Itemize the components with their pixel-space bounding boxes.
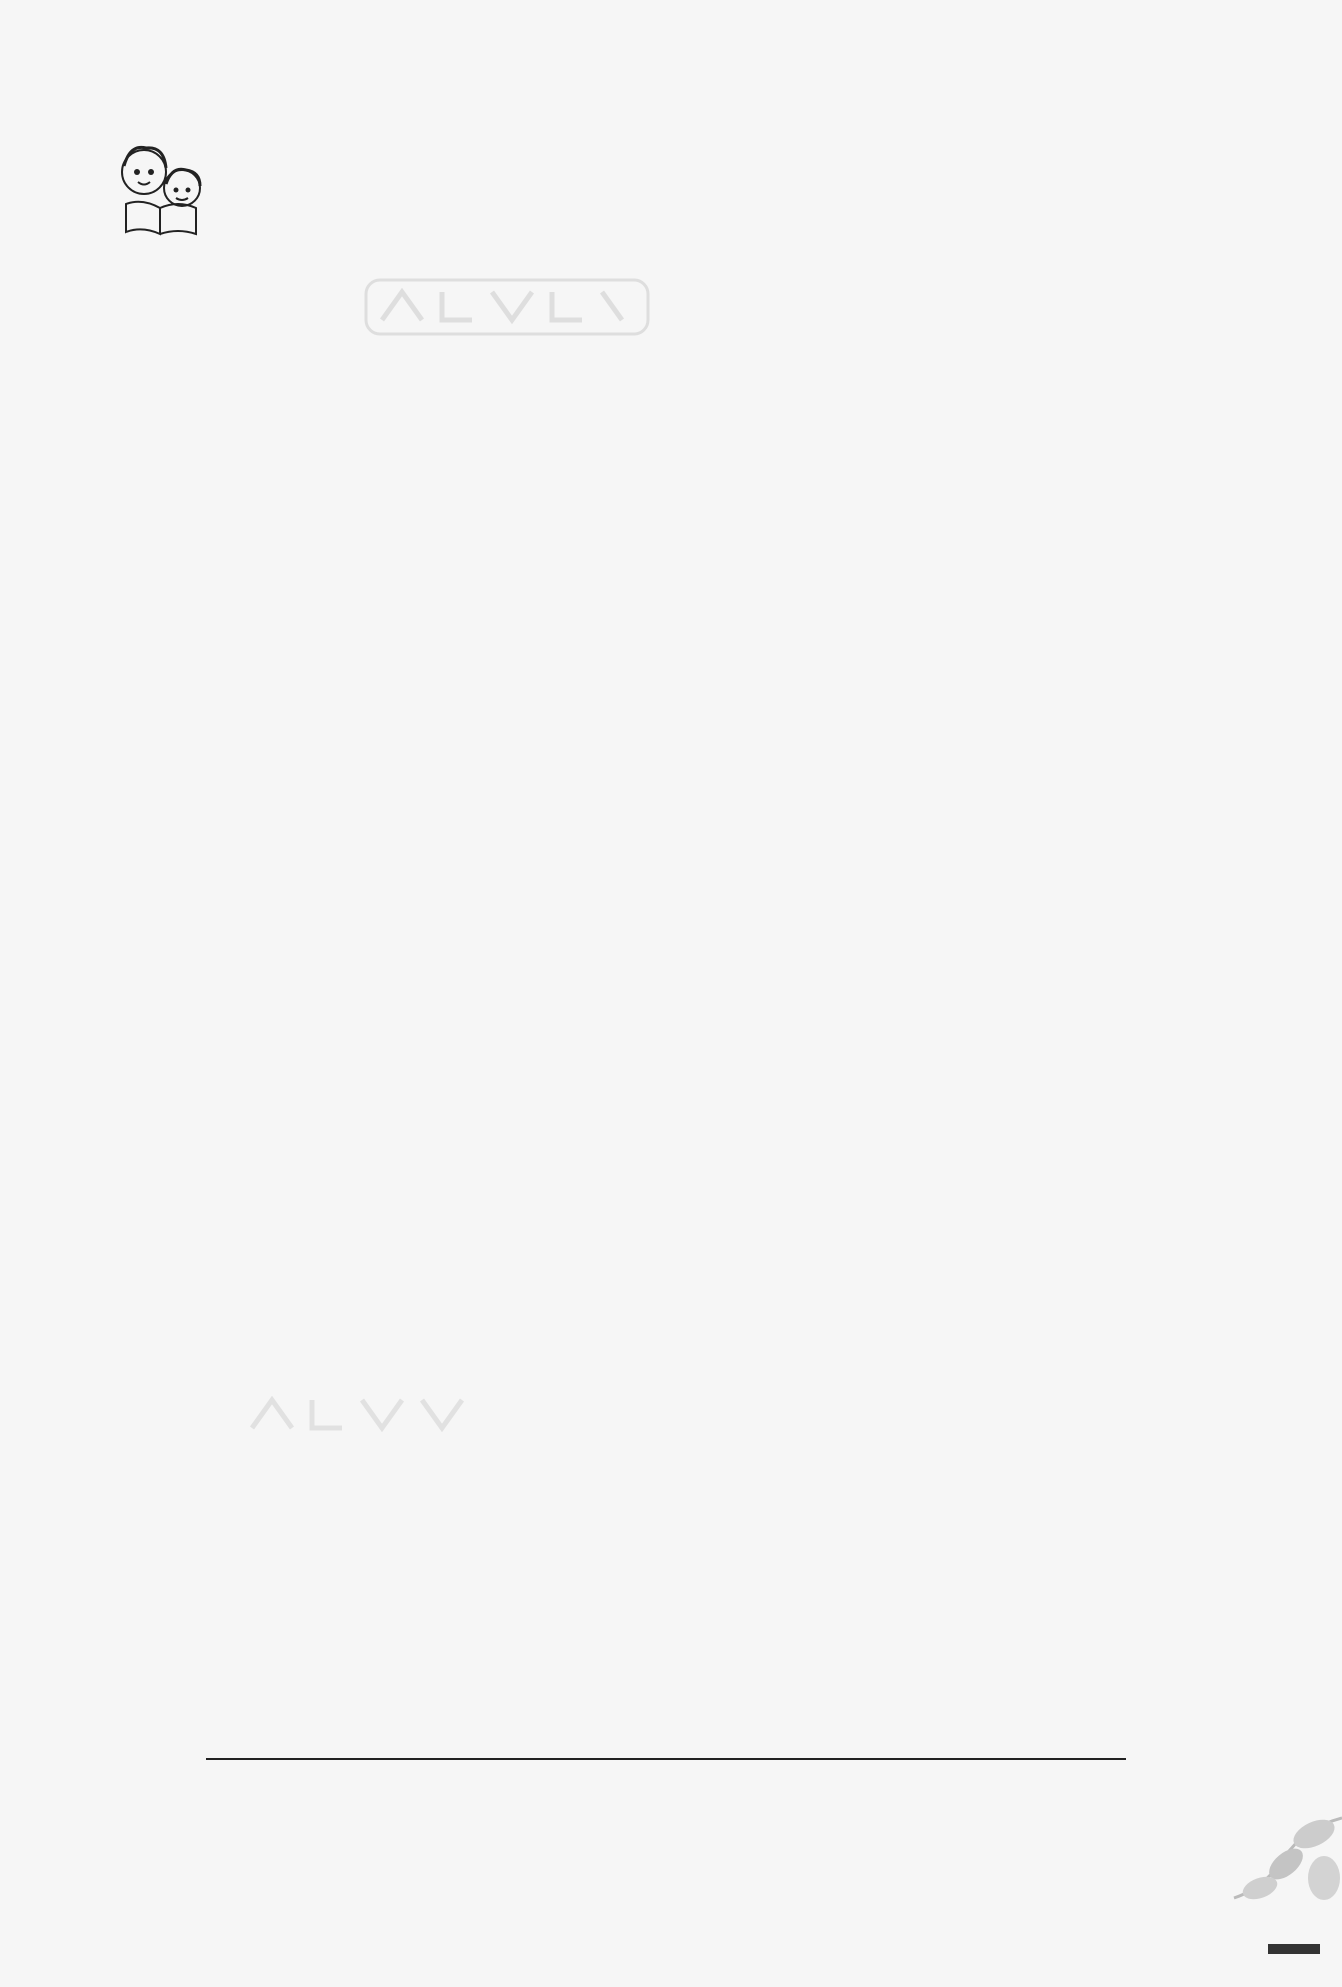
- question-1-item: [200, 1498, 720, 1562]
- question-1-item: [720, 1434, 1240, 1498]
- annotation-notes: [122, 912, 1218, 1292]
- question-2-item-1: [200, 1626, 1240, 1690]
- question-1-prompt: [200, 1370, 1240, 1434]
- article-title: [0, 272, 1342, 320]
- questions-section: [200, 1370, 1240, 1824]
- question-2-item-2: [200, 1760, 1240, 1824]
- translation-answer: [206, 1702, 1126, 1760]
- question-1-item: [720, 1498, 1240, 1562]
- question-1-item: [200, 1434, 720, 1498]
- classical-passage: [122, 402, 1218, 822]
- section-header: [112, 138, 220, 240]
- leaf-decoration-icon: [1224, 1808, 1342, 1928]
- translation-row: [200, 1690, 1240, 1760]
- question-1-row-2: [200, 1498, 1240, 1562]
- two-children-reading-icon: [112, 138, 210, 240]
- question-2-prompt: [200, 1562, 1240, 1626]
- page-number-bar: [1268, 1944, 1320, 1954]
- question-1-row-1: [200, 1434, 1240, 1498]
- article-author: [0, 346, 1342, 386]
